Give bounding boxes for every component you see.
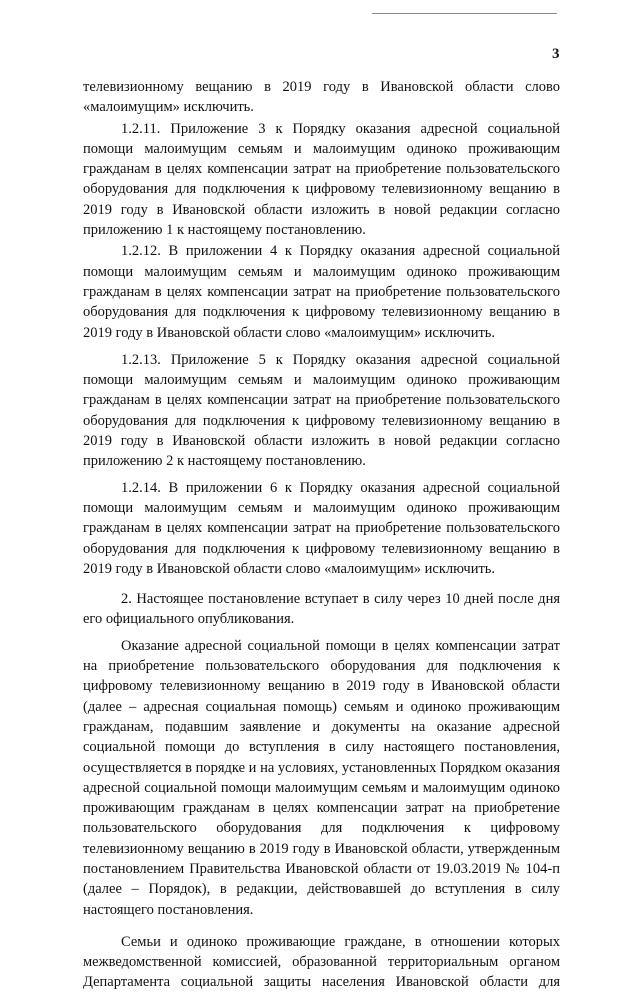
document-body [83,77,560,993]
paragraph-1-2-12: 1.2.12. В приложении 4 к Порядку оказания адресной социальной помощи малоимущим семьям и малоимущим одиноко проживающим гражданам в целях компенсации затрат на приобретение пользовательского оборудования для подключения к цифровому телевизионному вещанию в 2019 году в Ивановской области слово «малоимущим» исключить. [83,243,560,341]
page-number: 3 [552,46,560,62]
paragraph-1-2-14: 1.2.14. В приложении 6 к Порядку оказания адресной социальной помощи малоимущим семьям и малоимущим одиноко проживающим гражданам в целях компенсации затрат на приобретение пользовательского оборудования для подключения к цифровому телевизионному вещанию в 2019 году в Ивановской области слово «малоимущим» исключить. [83,479,560,577]
paragraph-1-2-13: 1.2.13. Приложение 5 к Порядку оказания адресной социальной помощи малоимущим семьям и малоимущим одиноко проживающим гражданам в целях компенсации затрат на приобретение пользовательского оборудования для подключения к цифровому телевизионному вещанию в 2019 году в Ивановской области изложить в новой редакции согласно приложению 2 к настоящему постановлению. [83,351,560,470]
paragraph-families-commission: Семьи и одиноко проживающие граждане, в отношении которых межведомственной комиссией, образованной территориальным органом Департамента социальной защиты населения Ивановской области для [83,933,560,991]
paragraph-continuation: телевизионному вещанию в 2019 году в Ивановской области слово «малоимущим» исключить. [83,79,560,116]
paragraph-transitional-provision: Оказание адресной социальной помощи в целях компенсации затрат на приобретение пользовательского оборудования для подключения к цифровому телевизионному вещанию в 2019 году в Ивановской области (далее – адресная социальная помощь) семьям и одиноко проживающим гражданам, подавшим заявление и документы на оказание адресной социальной помощи до вступления в силу настоящего постановления, осуществляется в порядке и на условиях, установленных Порядком оказания адресной социальной помощи малоимущим семьям и малоимущим одиноко проживающим гражданам в целях компенсации затрат на приобретение пользовательского оборудования для подключения к цифровому телевизионному вещанию в 2019 году в Ивановской области, утвержденным постановлением Правительства Ивановской области от 19.03.2019 № 104-п (далее – Порядок), в редакции, действовавшей до вступления в силу настоящего постановления. [83,637,560,918]
paragraph-2: 2. Настоящее постановление вступает в силу через 10 дней после дня его официального опубликования. [83,591,560,628]
header-rule [372,13,557,14]
paragraph-1-2-11: 1.2.11. Приложение 3 к Порядку оказания адресной социальной помощи малоимущим семьям и малоимущим одиноко проживающим гражданам в целях компенсации затрат на приобретение пользовательского оборудования для подключения к цифровому телевизионному вещанию в 2019 году в Ивановской области изложить в новой редакции согласно приложению 1 к настоящему постановлению. [83,120,560,239]
